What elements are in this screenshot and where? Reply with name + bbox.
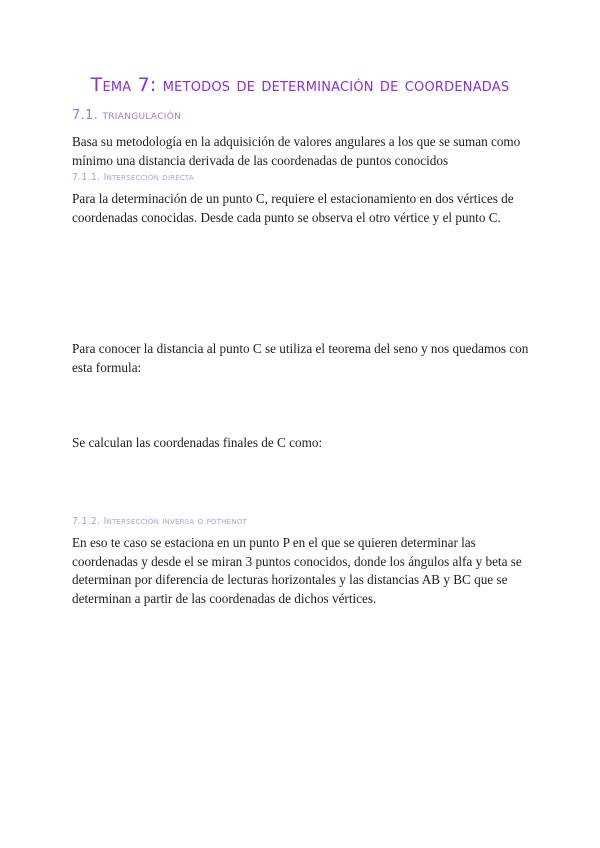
section-intro-paragraph: Basa su metodología en la adquisición de valores angulares a los que se suman como mínimo una distancia derivada de las coordenadas de puntos conocidos: [72, 134, 521, 168]
subsection-heading-interseccion-directa: 7.1.1. Intersección directa: [72, 172, 194, 183]
subsection-heading-interseccion-inversa: 7.1.2. Intersección inversa o pothenot: [72, 516, 247, 527]
interseccion-directa-paragraph: Para la determinación de un punto C, requiere el estacionamiento en dos vértices de coordenadas conocidas. Desde cada punto se observa el otro vértice y el punto C.: [72, 191, 514, 225]
page-title: Tema 7: metodos de determinación de coordenadas: [90, 74, 510, 96]
coordenadas-finales-paragraph: Se calculan las coordenadas finales de C como:: [72, 435, 323, 450]
section-heading-triangulacion: 7.1. triangulación: [72, 108, 182, 123]
teorema-seno-paragraph: Para conocer la distancia al punto C se utiliza el teorema del seno y nos quedamos con esta formula:: [72, 341, 529, 375]
interseccion-inversa-paragraph: En eso te caso se estaciona en un punto P en el que se quieren determinar las coordenadas y desde el se miran 3 puntos conocidos, donde los ángulos alfa y beta se determinan por diferencia de lecturas horizontales y las distancias AB y BC que se determinan a partir de las coordenadas de dichos vértices.: [72, 535, 522, 606]
